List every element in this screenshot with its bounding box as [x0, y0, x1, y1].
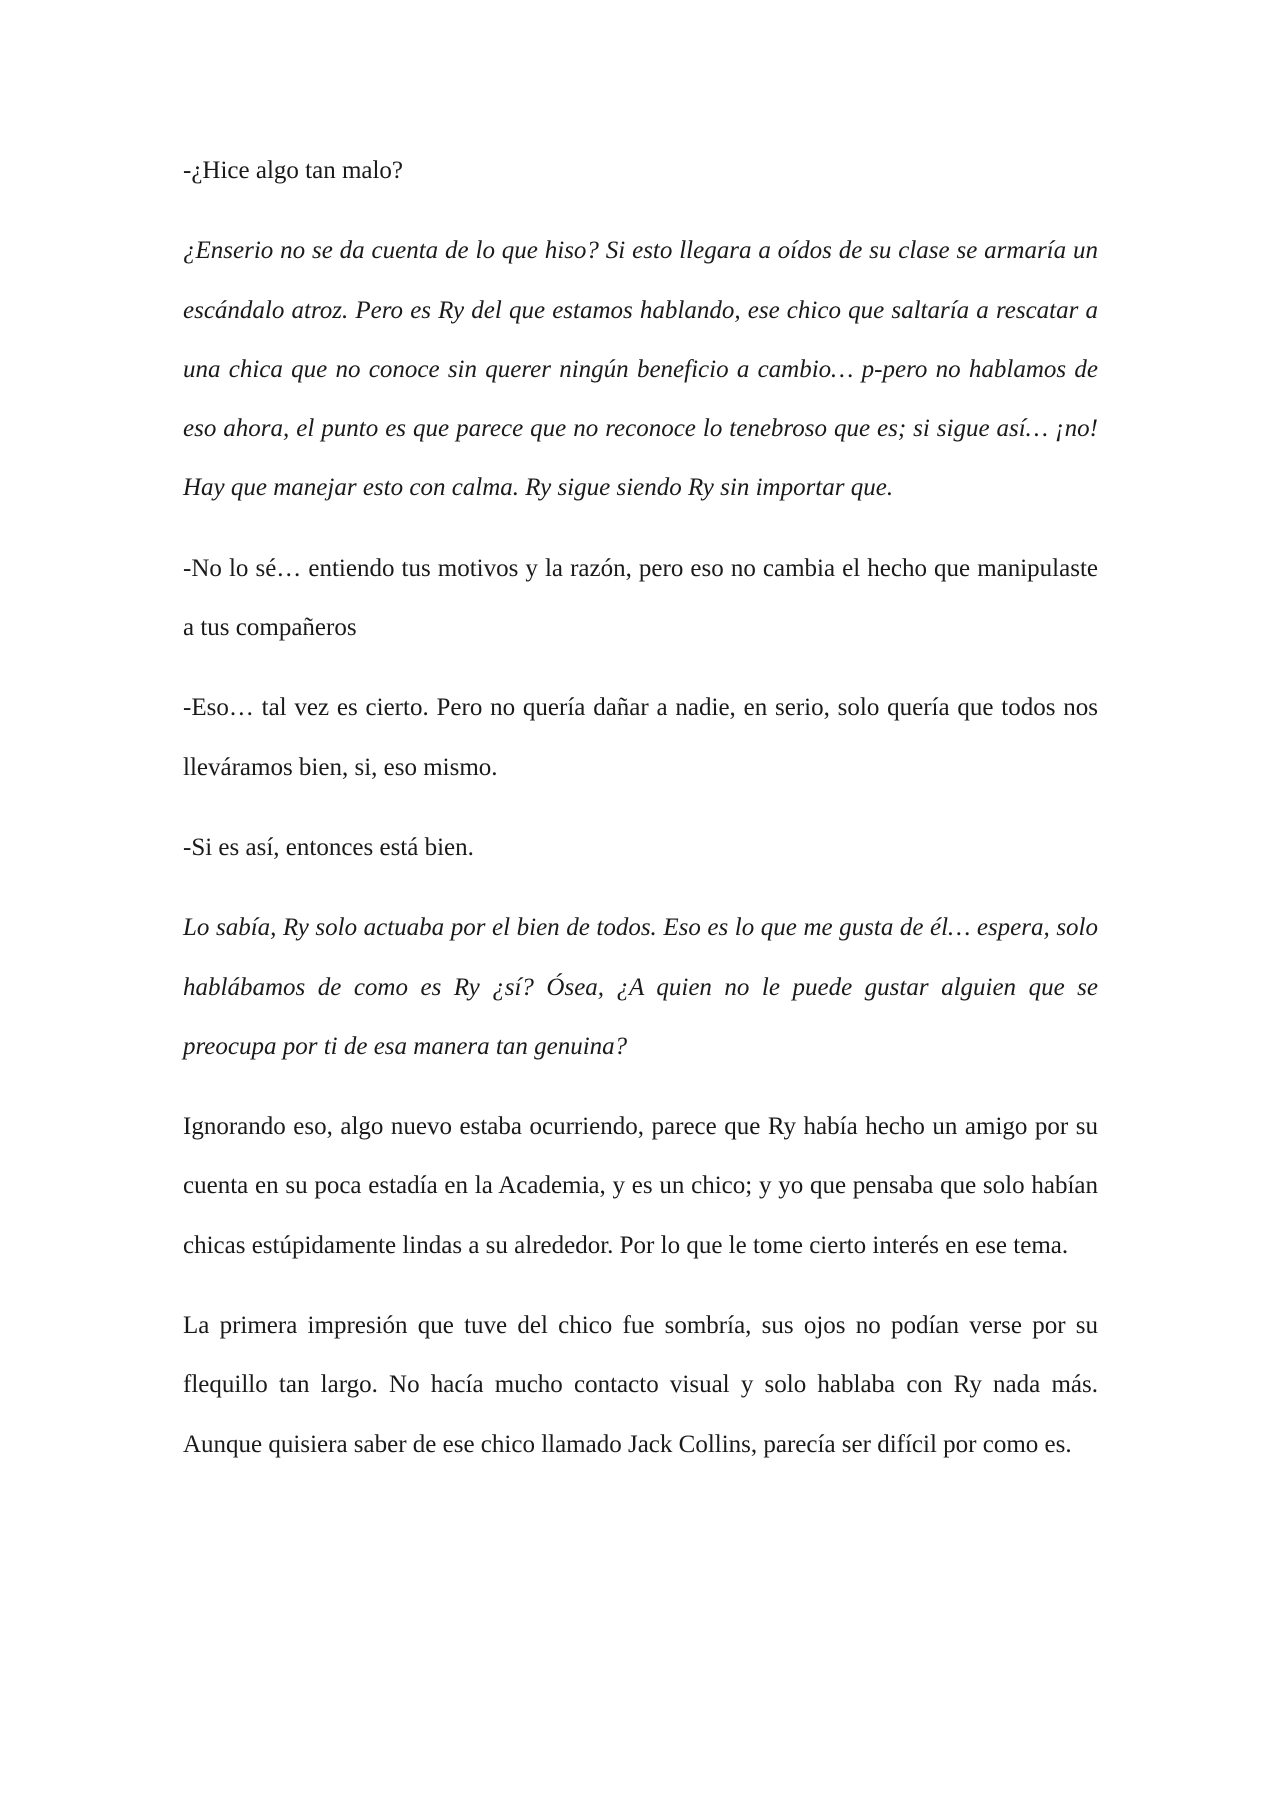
document-body [183, 141, 1098, 1495]
narration-paragraph: Ignorando eso, algo nuevo estaba ocurriendo, parece que Ry había hecho un amigo por su cuenta en su poca estadía en la Academia, y es un chico; y yo que pensaba que solo habían chicas estúpidamente lindas a su alrededor. Por lo que le tome cierto interés en ese tema. [183, 1113, 1098, 1259]
dialogue-line: -Eso… tal vez es cierto. Pero no quería dañar a nadie, en serio, solo quería que todos nos lleváramos bien, si, eso mismo. [183, 694, 1098, 781]
dialogue-line: -¿Hice algo tan malo? [183, 157, 404, 184]
inner-thought-paragraph: ¿Enserio no se da cuenta de lo que hiso? Si esto llegara a oídos de su clase se armaría un escándalo atroz. Pero es Ry del que estamos hablando, ese chico que saltaría a rescatar a una chica que no conoce sin querer ningún beneficio a cambio… p-pero no hablamos de eso ahora, el punto es que parece que no reconoce lo tenebroso que es; si sigue así… ¡no! Hay que manejar esto con calma. Ry sigue siendo Ry sin importar que. [183, 237, 1098, 502]
dialogue-line: -No lo sé… entiendo tus motivos y la razón, pero eso no cambia el hecho que manipulaste a tus compañeros [183, 554, 1098, 642]
inner-thought-paragraph: Lo sabía, Ry solo actuaba por el bien de todos. Eso es lo que me gusta de él… espera, solo hablábamos de como es Ry ¿sí? Ósea, ¿A quien no le puede gustar alguien que se preocupa por ti de esa manera tan genuina? [183, 914, 1098, 1060]
dialogue-line: -Si es así, entonces está bien. [183, 833, 474, 861]
narration-paragraph: La primera impresión que tuve del chico fue sombría, sus ojos no podían verse por su flequillo tan largo. No hacía mucho contacto visual y solo hablaba con Ry nada más. Aunque quisiera saber de ese chico llamado Jack Collins, parecía ser difícil por como es. [183, 1312, 1098, 1458]
